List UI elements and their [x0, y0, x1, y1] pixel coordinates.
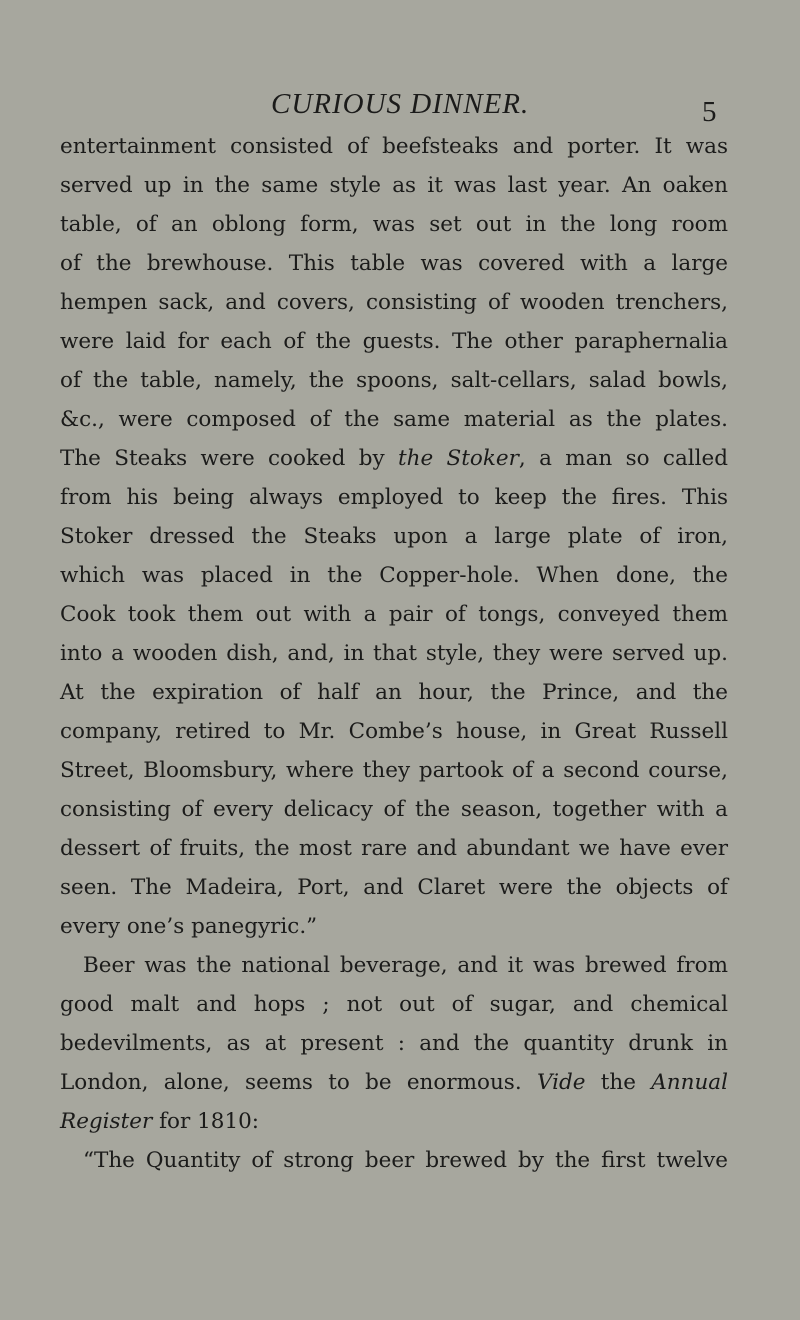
- text-run: London, alone, seems to be enormous.: [60, 1070, 537, 1095]
- text-run: for 1810:: [152, 1109, 260, 1134]
- text-line: dessert of fruits, the most rare and abundant we have ever: [60, 836, 728, 861]
- text-line: served up in the same style as it was last year. An oaken: [60, 173, 728, 198]
- italic-text: Annual: [651, 1070, 728, 1095]
- text-line: of the brewhouse. This table was covered with a large: [60, 251, 728, 276]
- text-line: [60, 439, 728, 478]
- text-line: seen. The Madeira, Port, and Claret were the objects of: [60, 875, 728, 900]
- page-number: 5: [702, 96, 717, 128]
- body-text: [60, 127, 728, 1180]
- text-line: every one’s panegyric.”: [60, 914, 318, 939]
- text-line: hempen sack, and covers, consisting of wooden trenchers,: [60, 290, 728, 315]
- italic-text: Vide: [536, 1070, 586, 1095]
- running-title: CURIOUS DINNER.: [271, 88, 530, 120]
- text-line: entertainment consisted of beefsteaks and porter. It was: [60, 134, 728, 159]
- text-line: &c., were composed of the same material as the plates.: [60, 407, 728, 432]
- text-line: Street, Bloomsbury, where they partook of a second course,: [60, 758, 728, 783]
- text-run: the: [585, 1070, 652, 1095]
- text-line: At the expiration of half an hour, the Prince, and the: [60, 680, 728, 705]
- text-line: from his being always employed to keep the fires. This: [60, 485, 728, 510]
- text-line: of the table, namely, the spoons, salt-cellars, salad bowls,: [60, 368, 728, 393]
- text-run: The Steaks were cooked by: [60, 446, 399, 471]
- text-line: [60, 1063, 728, 1102]
- text-line: “The Quantity of strong beer brewed by the first twelve: [83, 1148, 728, 1173]
- text-line: bedevilments, as at present : and the quantity drunk in: [60, 1031, 728, 1056]
- text-line: were laid for each of the guests. The other paraphernalia: [60, 329, 728, 354]
- text-line: Cook took them out with a pair of tongs, conveyed them: [60, 602, 728, 627]
- text-line: Beer was the national beverage, and it was brewed from: [83, 953, 728, 978]
- text-line: which was placed in the Copper-hole. When done, the: [60, 563, 728, 588]
- text-line: [60, 1102, 728, 1141]
- text-run: , a man so called: [518, 446, 728, 471]
- text-line: consisting of every delicacy of the season, together with a: [60, 797, 728, 822]
- text-line: good malt and hops ; not out of sugar, and chemical: [60, 992, 728, 1017]
- italic-text: the Stoker: [398, 446, 519, 471]
- text-line: company, retired to Mr. Combe’s house, in Great Russell: [60, 719, 728, 744]
- text-line: table, of an oblong form, was set out in the long room: [60, 212, 728, 237]
- italic-text: Register: [60, 1109, 153, 1134]
- text-line: Stoker dressed the Steaks upon a large plate of iron,: [60, 524, 728, 549]
- text-line: into a wooden dish, and, in that style, they were served up.: [60, 641, 728, 666]
